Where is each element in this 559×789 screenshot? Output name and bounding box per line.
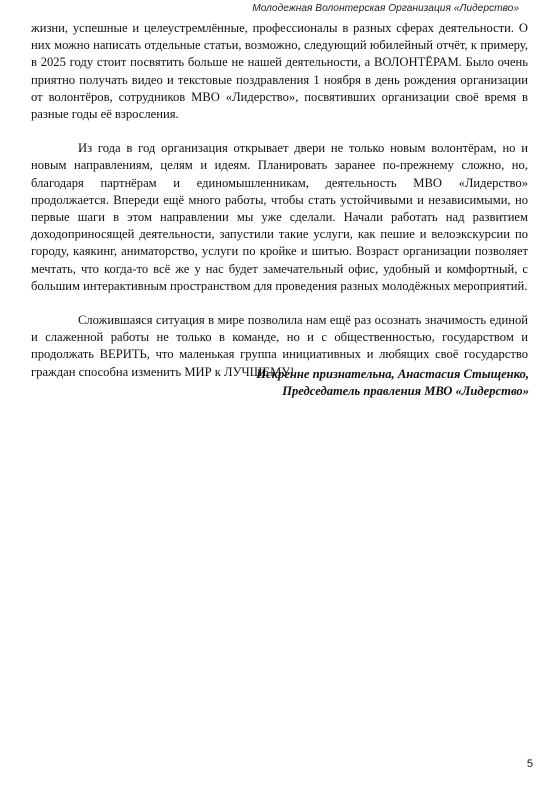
signature-line-gratitude: Искренне признательна, Анастасия Стыщенко, bbox=[256, 367, 529, 381]
signature-line-position: Председатель правления МВО «Лидерство» bbox=[282, 384, 529, 399]
page-number: 5 bbox=[526, 758, 533, 770]
signature-block bbox=[256, 366, 529, 401]
paragraph-closing: Сложившаяся ситуация в мире позволила нам ещё раз осознать значимость единой и слаженной работы не только в команде, но и с общественностью, государством и продолжать ВЕРИТЬ, что маленькая группа инициативных и любящих своё государство граждан способна изменить МИР к ЛУЧШЕМУ! bbox=[31, 313, 528, 379]
running-header: Молодежная Волонтерская Организация «Лидерство» bbox=[252, 3, 519, 14]
document-body bbox=[31, 20, 528, 381]
paragraph-continuation: жизни, успешные и целеустремлённые, профессионалы в разных сферах деятельности. О них можно написать отдельные статьи, возможно, следующий юбилейный отчёт, к примеру, в 2025 году стоит посвятить больше не нашей деятельности, а ВОЛОНТЁРАМ. Было очень приятно получать видео и текстовые поздравления 1 ноября в день рождения организации от волонтёров, сотрудников МВО «Лидерство», посвятивших организации своё время в разные годы её взросления. bbox=[31, 21, 528, 122]
paragraph-organization-growth: Из года в год организация открывает двери не только новым волонтёрам, но и новым направлениям, целям и идеям. Планировать заранее по-прежнему сложно, но, благодаря партнёрам и единомышленникам, деятельность МВО «Лидерство» продолжается. Впереди ещё много работы, чтобы стать устойчивыми и независимыми, но первые шаги в этом направлении мы уже сделали. Начали работать над развитием доходоприносящей деятельности, запустили такие услуги, как пешие и велоэкскурсии по городу, каякинг, аниматорство, услуги по кройке и шитью. Возраст организации позволяет мечтать, что когда-то всё же у нас будет замечательный офис, удобный и комфортный, с большим интерактивным пространством для проведения разных молодёжных мероприятий. bbox=[31, 141, 528, 293]
